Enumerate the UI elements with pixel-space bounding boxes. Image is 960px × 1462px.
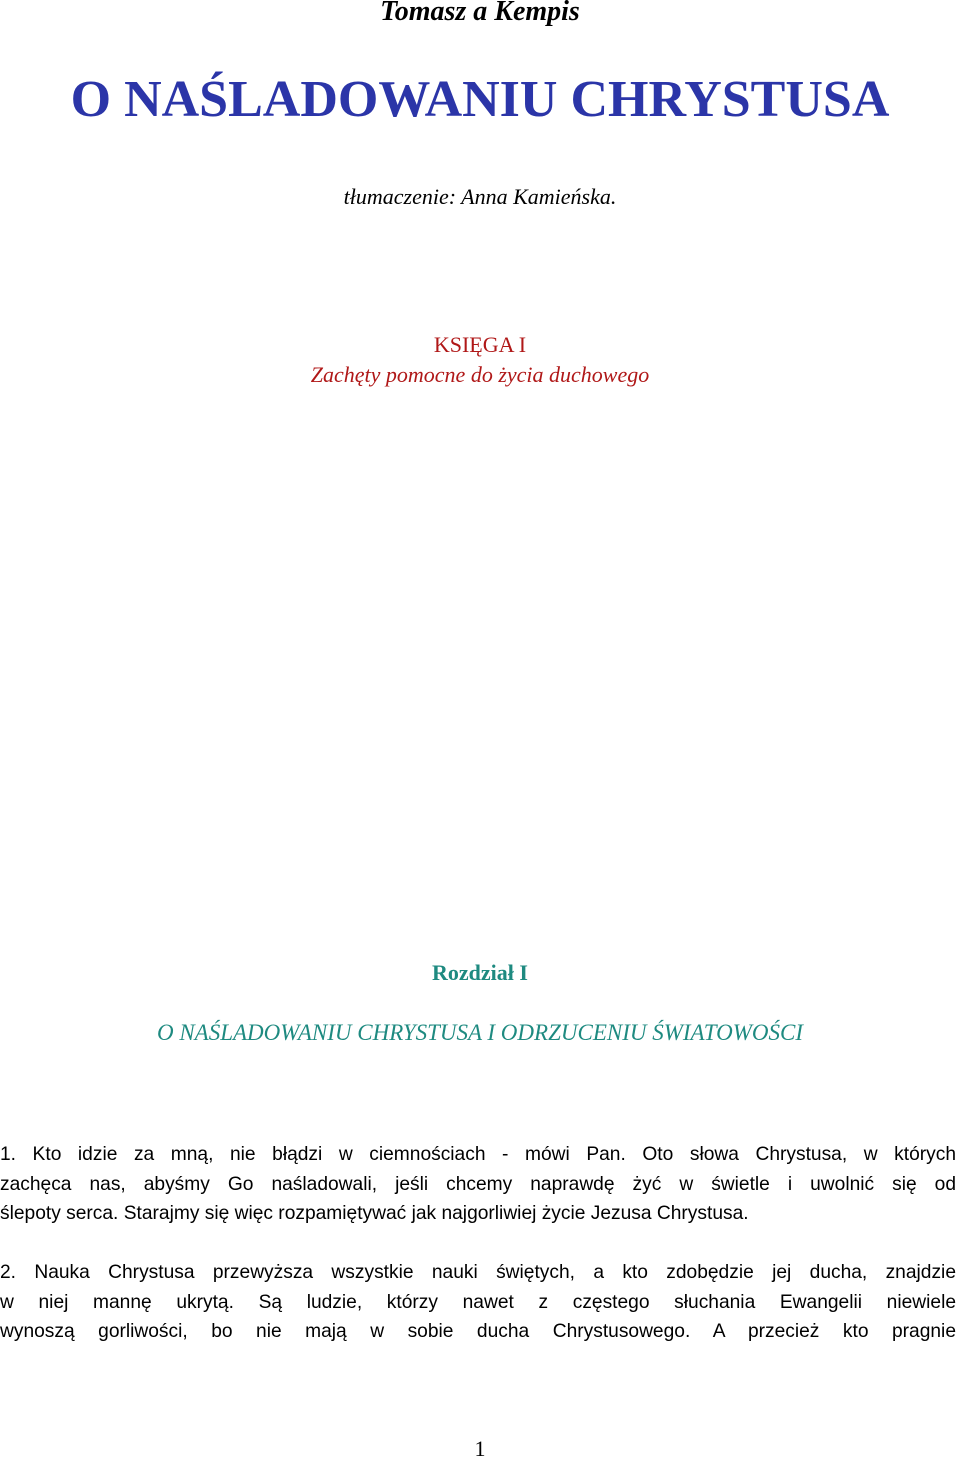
paragraph-line: wynoszą gorliwości, bo nie mają w sobie ducha Chrystusowego. A przecież kto pragnie bbox=[0, 1321, 956, 1342]
paragraph-line: zachęca nas, abyśmy Go naśladowali, jeśli chcemy naprawdę żyć w świetle i uwolnić się od bbox=[0, 1173, 956, 1195]
paragraph-line: ślepoty serca. Starajmy się więc rozpamiętywać jak najgorliwiej życie Jezusa Chrystusa. bbox=[0, 1203, 749, 1224]
paragraph-line: 2. Nauka Chrystusa przewyższa wszystkie nauki świętych, a kto zdobędzie jej ducha, znajdzie bbox=[0, 1262, 956, 1283]
author-name: Tomasz a Kempis bbox=[380, 0, 580, 27]
translator-credit: tłumaczenie: Anna Kamieńska. bbox=[343, 184, 617, 209]
book-title: O NAŚLADOWANIU CHRYSTUSA bbox=[70, 71, 890, 128]
book-subtitle: Zachęty pomocne do życia duchowego bbox=[310, 362, 650, 387]
paragraph-line: w niej mannę ukrytą. Są ludzie, którzy nawet z częstego słuchania Ewangelii niewiele bbox=[0, 1291, 956, 1313]
paragraph-line: 1. Kto idzie za mną, nie błądzi w ciemnościach - mówi Pan. Oto słowa Chrystusa, w których bbox=[0, 1144, 956, 1165]
chapter-title: O NAŚLADOWANIU CHRYSTUSA I ODRZUCENIU ŚWIATOWOŚCI bbox=[156, 1020, 804, 1045]
book-label: KSIĘGA I bbox=[433, 332, 527, 357]
chapter-label: Rozdział I bbox=[432, 960, 528, 985]
page-number: 1 bbox=[474, 1436, 486, 1461]
paragraph-2 bbox=[0, 1258, 956, 1347]
paragraph-1 bbox=[0, 1140, 956, 1229]
